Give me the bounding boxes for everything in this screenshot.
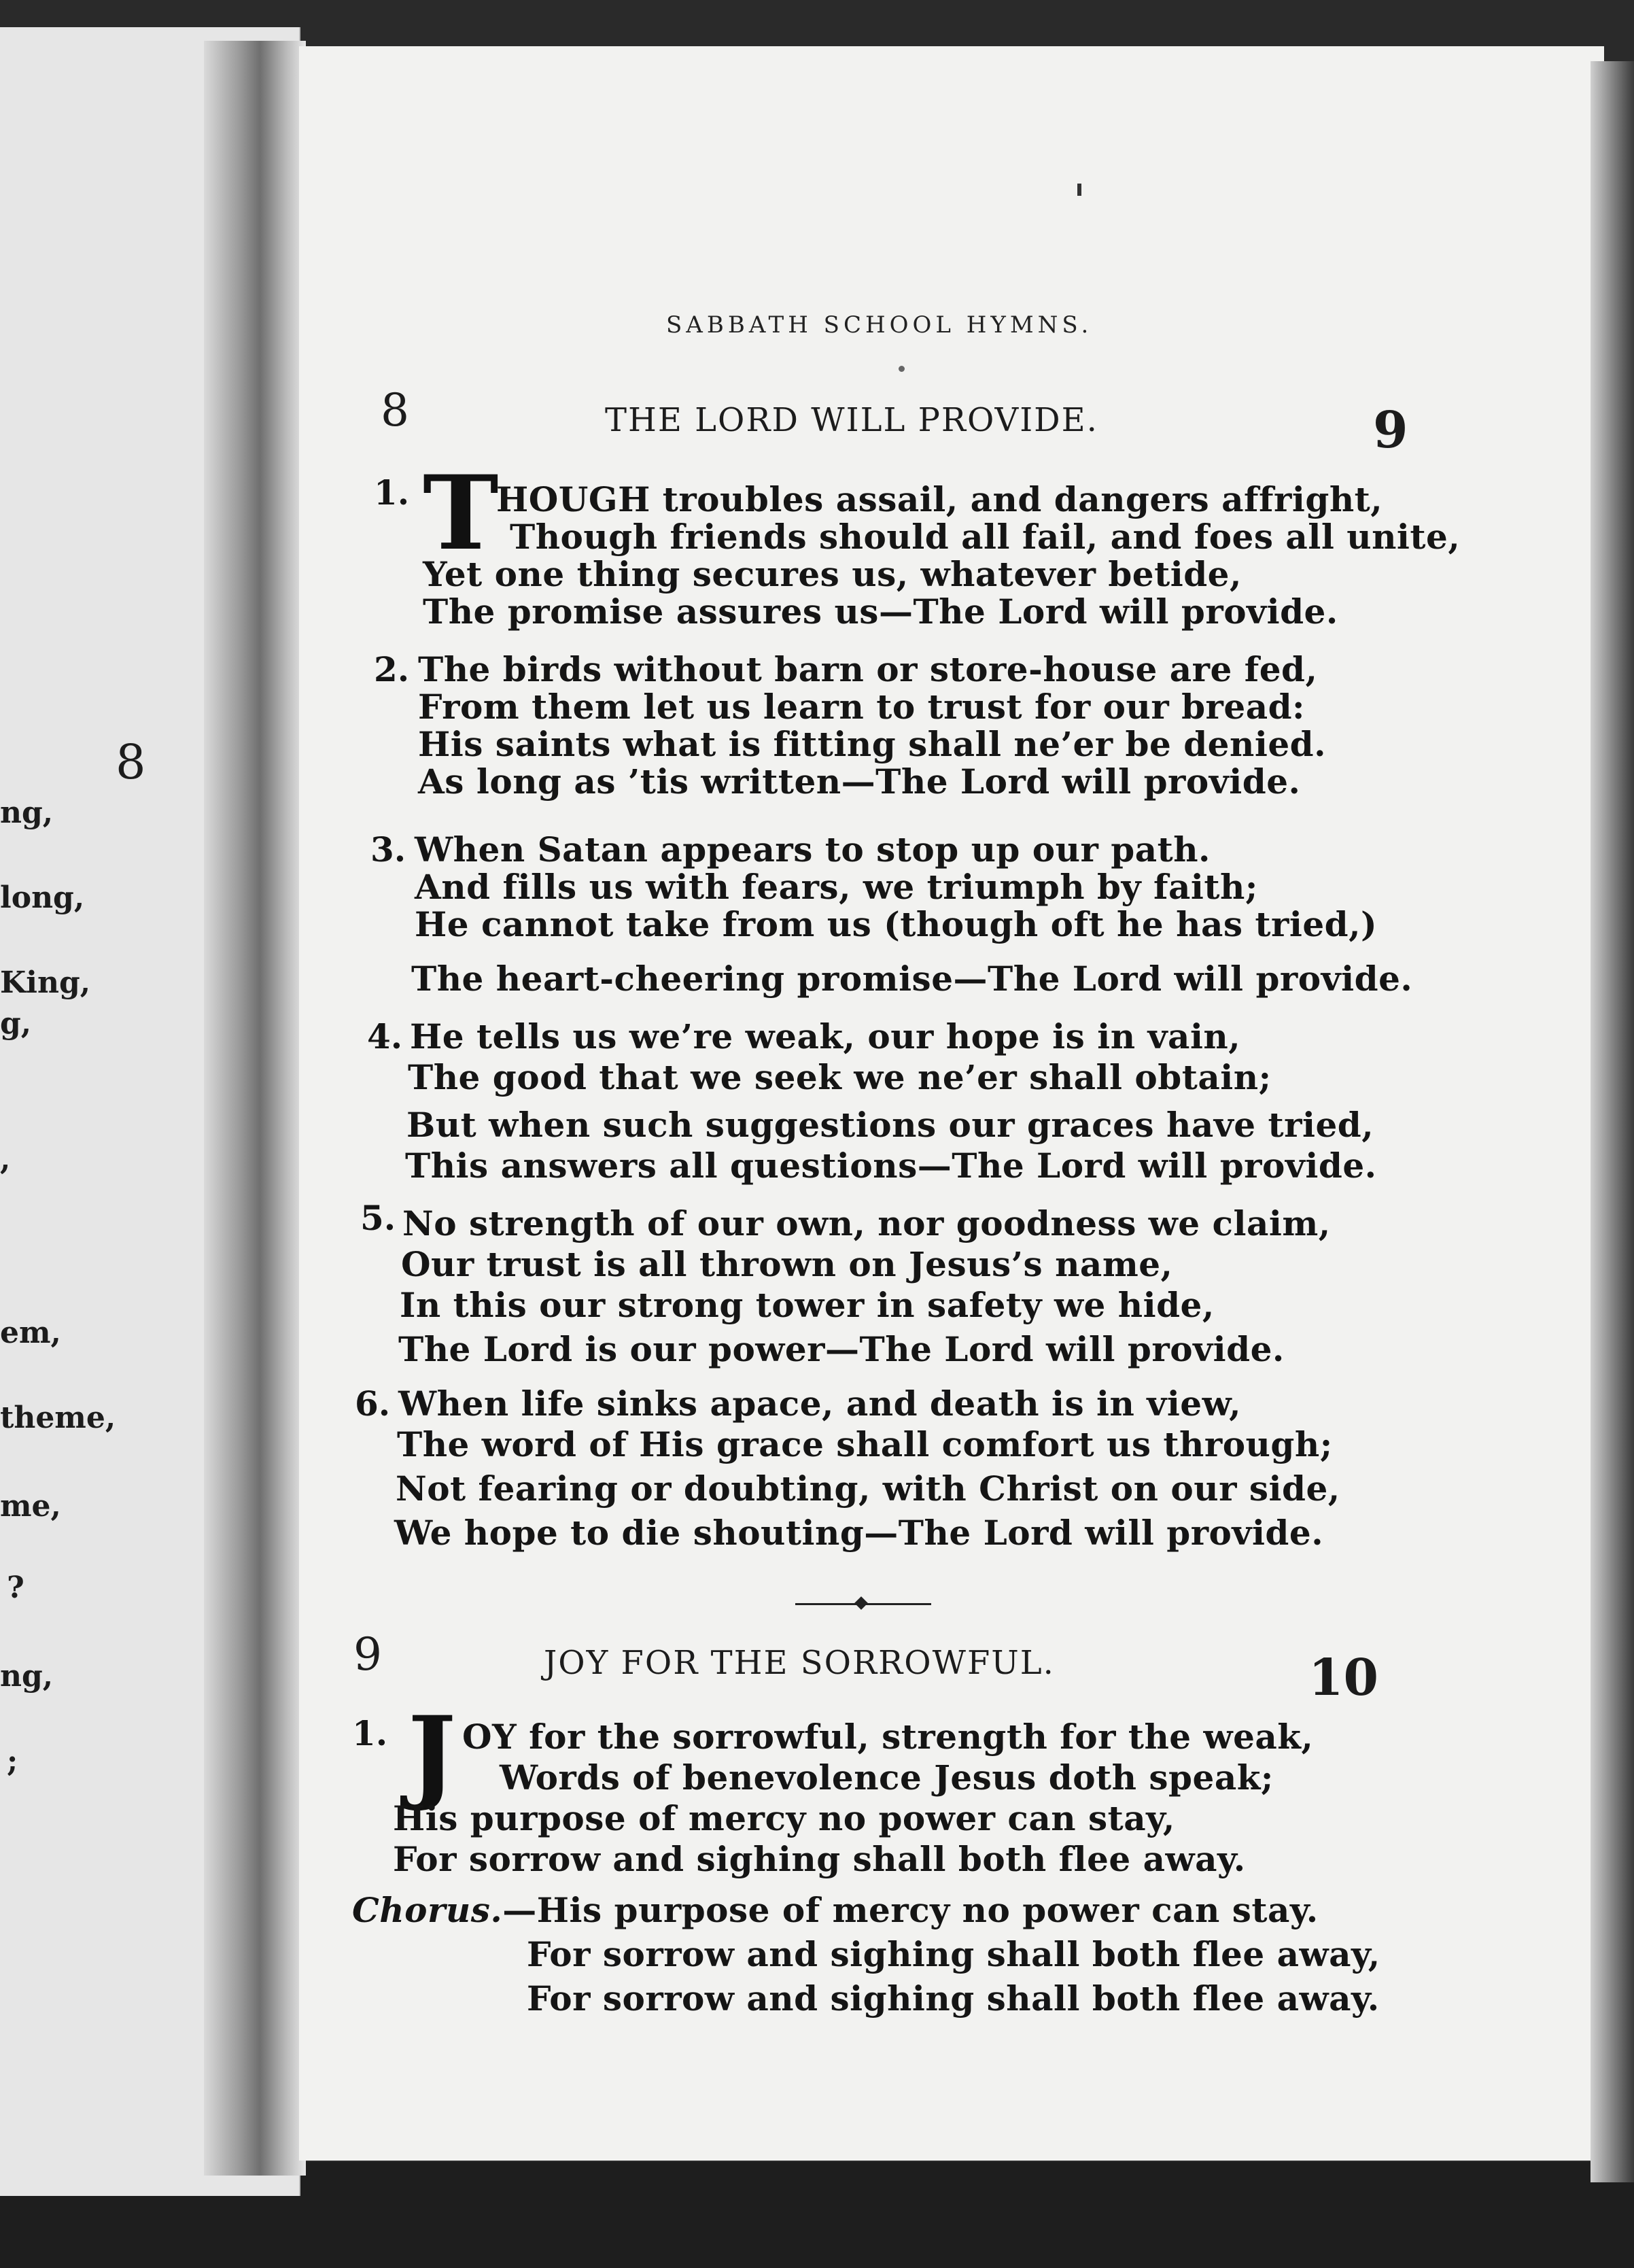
- chorus-text: —His purpose of mercy no power can stay.: [502, 1890, 1319, 1930]
- left-fragment: ng,: [0, 1659, 54, 1694]
- verse-line: Though friends should all fail, and foes all unite,: [510, 517, 1461, 557]
- hymn-title: THE LORD WILL PROVIDE.: [605, 401, 1098, 439]
- verse-line: The Lord is our power—The Lord will provide.: [398, 1329, 1285, 1369]
- hymn-title: JOY FOR THE SORROWFUL.: [544, 1644, 1055, 1682]
- verse-line: We hope to die shouting—The Lord will provide.: [394, 1513, 1324, 1553]
- left-fragment: ng,: [0, 795, 54, 830]
- left-fragment: me,: [0, 1489, 61, 1524]
- verse-line: The heart-cheering promise—The Lord will provide.: [411, 959, 1413, 999]
- running-head: SABBATH SCHOOL HYMNS.: [666, 311, 1093, 339]
- verse-line: The birds without barn or store-house are fed,: [418, 649, 1318, 689]
- left-fragment: em,: [0, 1316, 61, 1350]
- book-gutter: [204, 41, 306, 2176]
- verse-number: 2.: [374, 649, 410, 689]
- drop-cap: T: [423, 453, 499, 573]
- verse-number: 3.: [370, 829, 406, 870]
- chorus-line: For sorrow and sighing shall both flee away,: [527, 1934, 1380, 1974]
- verse-line: HOUGH troubles assail, and dangers affright,: [496, 479, 1383, 519]
- left-fragment: theme,: [0, 1401, 116, 1435]
- verse-line: The good that we seek we ne’er shall obtain;: [408, 1057, 1272, 1097]
- verse-line: This answers all questions—The Lord will provide.: [405, 1146, 1377, 1186]
- ink-speck: [1077, 184, 1081, 196]
- verse-number: 5.: [360, 1198, 396, 1238]
- verse-line: His purpose of mercy no power can stay,: [393, 1798, 1175, 1838]
- verse-line: When Satan appears to stop up our path.: [415, 829, 1211, 870]
- left-fragment: ,: [0, 1142, 11, 1177]
- hymn-number: 9: [353, 1628, 382, 1681]
- verse-line: But when such suggestions our graces have tried,: [406, 1105, 1374, 1145]
- verse-line: For sorrow and sighing shall both flee away.: [393, 1839, 1246, 1879]
- verse-number: 1.: [374, 472, 410, 513]
- verse-line: From them let us learn to trust for our bread:: [418, 687, 1306, 727]
- page-edge-shadow: [1590, 61, 1634, 2182]
- verse-number: 6.: [355, 1384, 391, 1424]
- tune-number: 9: [1373, 401, 1408, 460]
- ink-dot: [899, 366, 905, 372]
- left-fragment: ?: [7, 1570, 24, 1605]
- verse-line: Not fearing or doubting, with Christ on our side,: [396, 1468, 1340, 1509]
- chorus-label: Chorus.: [352, 1890, 503, 1930]
- left-page-number: 8: [116, 734, 146, 790]
- verse-line: As long as ’tis written—The Lord will provide.: [418, 761, 1301, 802]
- left-fragment: King,: [0, 965, 91, 1000]
- left-fragment: ;: [7, 1744, 18, 1779]
- verse-number: 1.: [352, 1713, 388, 1753]
- drop-cap: J: [408, 1694, 456, 1814]
- verse-line: The word of His grace shall comfort us through;: [397, 1424, 1333, 1464]
- verse-line: His saints what is fitting shall ne’er be denied.: [418, 724, 1326, 764]
- hymn-number: 8: [381, 384, 409, 436]
- verse-line: No strength of our own, nor goodness we claim,: [402, 1203, 1331, 1243]
- left-fragment: long,: [0, 880, 85, 915]
- verse-line: When life sinks apace, and death is in view,: [398, 1384, 1241, 1424]
- verse-line: The promise assures us—The Lord will provide.: [423, 591, 1338, 632]
- verse-number: 4.: [367, 1016, 403, 1056]
- verse-line: He tells us we’re weak, our hope is in vain,: [410, 1016, 1241, 1056]
- chorus-line: [352, 1890, 1319, 1930]
- verse-line: OY for the sorrowful, strength for the weak,: [462, 1717, 1314, 1757]
- verse-line: He cannot take from us (though oft he has tried,): [415, 904, 1378, 944]
- verse-line: And fills us with fears, we triumph by faith;: [415, 867, 1258, 907]
- left-fragment: g,: [0, 1006, 32, 1041]
- verse-line: In this our strong tower in safety we hide,: [400, 1285, 1215, 1325]
- chorus-line: For sorrow and sighing shall both flee away.: [527, 1978, 1380, 2018]
- verse-line: Our trust is all thrown on Jesus’s name,: [401, 1244, 1173, 1284]
- tune-number: 10: [1308, 1649, 1378, 1707]
- verse-line: Words of benevolence Jesus doth speak;: [500, 1757, 1274, 1798]
- verse-line: Yet one thing secures us, whatever betide,: [423, 554, 1242, 594]
